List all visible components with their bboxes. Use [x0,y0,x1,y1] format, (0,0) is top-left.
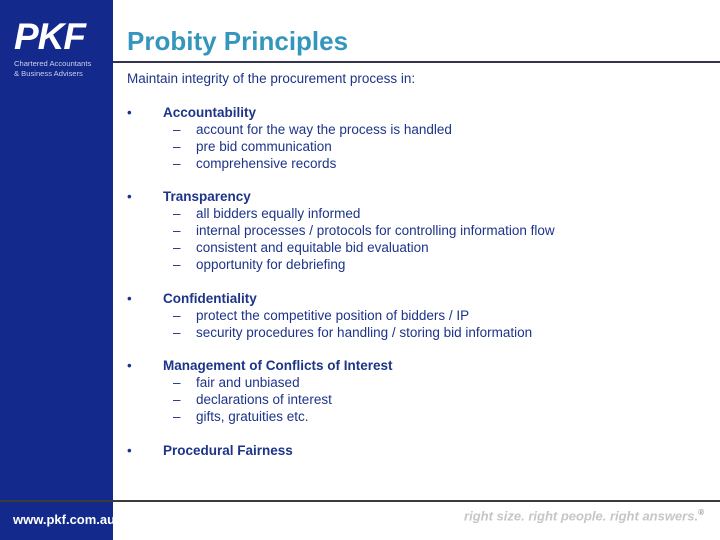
bullet-group-transparency [127,189,712,274]
bullet-heading: Procedural Fairness [163,442,293,458]
sub-bullet-row [127,206,712,223]
slide-body [127,71,712,460]
tagline-text: right size. right people. right answers. [464,508,699,524]
bullet-group-procedural-fairness [127,443,712,460]
sub-bullet-row [127,257,712,274]
dash-marker: – [173,324,181,340]
bullet-heading: Management of Conflicts of Interest [163,358,393,374]
bullet-heading: Confidentiality [163,290,257,306]
logo-subtitle-line2: & Business Advisers [14,69,83,78]
bullet-heading-row [127,105,712,122]
dash-marker: – [173,223,181,239]
sidebar [0,0,116,540]
bullet-group-confidentiality [127,291,712,342]
dash-marker: – [173,392,181,408]
sub-bullet-text: all bidders equally informed [196,206,361,222]
sub-bullet-text: gifts, gratuities etc. [196,409,309,425]
sub-bullet-row [127,375,712,392]
logo-subtitle [14,59,91,79]
sub-bullet-row [127,156,712,173]
dash-marker: – [173,206,181,222]
sub-bullet-text: declarations of interest [196,392,332,408]
dash-marker: – [173,409,181,425]
website-url: www.pkf.com.au [13,512,116,527]
dash-marker: – [173,138,181,154]
sub-bullet-text: protect the competitive position of bidders / IP [196,307,470,323]
bullet-heading-row [127,358,712,375]
bullet-heading-row [127,291,712,308]
sub-bullet-text: opportunity for debriefing [196,256,346,272]
sub-bullet-text: internal processes / protocols for controlling information flow [196,223,555,239]
title-divider-line [113,61,720,63]
logo-subtitle-line1: Chartered Accountants [14,59,92,68]
bullet-group-conflicts-of-interest [127,358,712,426]
bullet-heading-row [127,189,712,206]
dash-marker: – [173,307,181,323]
sub-bullet-row [127,122,712,139]
bullet-marker: • [127,442,132,458]
dash-marker: – [173,155,181,171]
sub-bullet-text: account for the way the process is handled [196,121,452,137]
sub-bullet-row [127,240,712,257]
bullet-marker: • [127,189,132,205]
sub-bullet-row [127,325,712,342]
intro-text: Maintain integrity of the procurement process in: [127,71,416,86]
intro-line [127,71,712,88]
bullet-heading: Accountability [163,104,257,120]
brand-tagline [464,508,704,523]
bullet-heading-row [127,443,712,460]
bullet-group-accountability [127,105,712,173]
page-title: Probity Principles [127,26,349,56]
sub-bullet-row [127,409,712,426]
dash-marker: – [173,256,181,272]
sub-bullet-row [127,139,712,156]
pkf-logo: PKF [14,16,85,57]
sub-bullet-text: security procedures for handling / storing bid information [196,324,533,340]
sub-bullet-row [127,308,712,325]
bullet-marker: • [127,290,132,306]
sub-bullet-row [127,223,712,240]
sub-bullet-text: comprehensive records [196,155,337,171]
footer-divider-line [0,500,720,502]
sub-bullet-text: fair and unbiased [196,375,300,391]
registered-trademark-symbol: ® [698,508,704,517]
sub-bullet-row [127,392,712,409]
dash-marker: – [173,121,181,137]
dash-marker: – [173,375,181,391]
bullet-marker: • [127,358,132,374]
dash-marker: – [173,240,181,256]
sub-bullet-text: consistent and equitable bid evaluation [196,240,429,256]
bullet-heading: Transparency [163,189,251,205]
sub-bullet-text: pre bid communication [196,138,332,154]
bullet-marker: • [127,104,132,120]
